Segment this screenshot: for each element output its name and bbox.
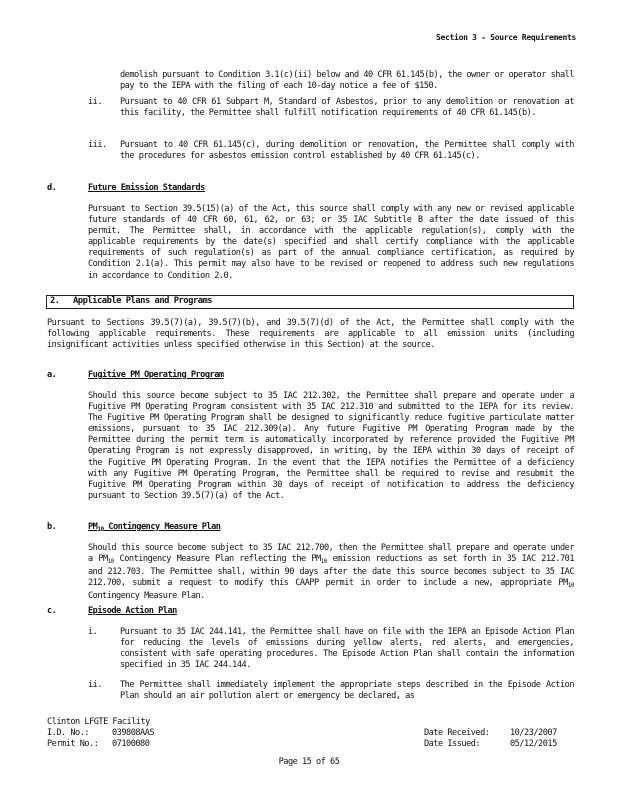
footer-facility: Clinton LFGTE Facility [47,717,150,727]
condition-c-ii-text: The Permittee shall immediately implement the appropriate steps described in the Episode Action Plan should an air pollution alert or emergency be declared, as [120,680,574,702]
asbestos-item-iii: Pursuant to 40 CFR 61.145(c), during demolition or renovation, the Permittee shall comply with the procedures for asbestos emission control established by 40 CFR 61.145(c). [120,140,574,162]
condition-a-label: a. [47,370,57,380]
condition-c-ii-label: ii. [88,680,103,690]
section-header: Section 3 - Source Requirements [435,33,576,42]
page-number: Page 15 of 65 [278,757,340,767]
footer-received-value: 10/23/2007 [510,728,557,738]
condition-c-i-text: Pursuant to 35 IAC 244.141, the Permittee shall have on file with the IEPA an Episode Action Plan for reducing the levels of emissions during yellow alerts, red alerts, and emergencies, consistent with safe operating procedures. The Episode Action Plan shall contain the information specified in 35 IAC 244.144. [120,627,574,671]
footer-received-label: Date Received: [424,728,490,738]
footer-permit-value: 07100080 [112,739,150,749]
condition-c-label: c. [47,606,57,616]
section-2-title: Applicable Plans and Programs [73,296,213,306]
condition-d-label: d. [47,183,57,193]
footer-issued-value: 05/12/2015 [510,739,557,749]
footer-id-label: I.D. No.: [47,728,90,738]
condition-d-title: Future Emission Standards [88,183,205,193]
condition-a-body: Should this source become subject to 35 IAC 212.302, the Permittee shall prepare and operate under a Fugitive PM Operating Program consistent with 35 IAC 212.310 and submitted to the IEPA for its review. The Fugitive PM Operating Program shall be designed to significantly reduce fugitive particulate matter emissions, pursuant to 35 IAC 212.309(a). Any future Fugitive PM Operating Program made by the Permittee during the permit term is automatically incorporated by reference provided the Fugitive PM Operating Program is not expressly disapproved, in writing, by the IEPA within 30 days of receipt of the Fugitive PM Operating Program. In the event that the IEPA notifies the Permittee of a deficiency with any Fugitive PM Operating Program, the Permittee shall be required to revise and resubmit the Fugitive PM Operating Program within 30 days of receipt of notification to address the deficiency pursuant to Section 39.5(7)(a) of the Act. [88,391,574,501]
section-2-intro: Pursuant to Sections 39.5(7)(a), 39.5(7)(b), and 39.5(7)(d) of the Act, the Permittee shall comply with the following applicable requirements. These requirements are applicable to all emission units (including insignificant activities unless specified otherwise in this Section) at the source. [47,318,574,351]
footer-id-value: 039808AAS [112,728,155,738]
condition-c-title: Episode Action Plan [88,606,177,616]
asbestos-paragraph-tail: demolish pursuant to Condition 3.1(c)(ii) below and 40 CFR 61.145(b), the owner or operator shall pay to the IEPA with the filing of each 10-day notice a fee of $150. [120,70,574,92]
condition-d-body: Pursuant to Section 39.5(15)(a) of the Act, this source shall comply with any new or revised applicable future standards of 40 CFR 60, 61, 62, or 63; or 35 IAC Subtitle B after the date issued of this permit. The Permittee shall, in accordance with the applicable regulation(s), comply with the applicable requirements by the date(s) specified and shall certify compliance with the applicable requirements of such regulation(s) as part of the annual compliance certification, as required by Condition 2.1(a). This permit may also have to be revised or reopened to address such new regulations in accordance to Condition 2.0. [88,204,574,281]
condition-a-title: Fugitive PM Operating Program [88,370,224,380]
item-ii-label: ii. [88,97,103,107]
footer-issued-label: Date Issued: [424,739,481,749]
condition-c-i-label: i. [88,627,98,637]
footer-permit-label: Permit No.: [47,739,99,749]
condition-b-body: Should this source become subject to 35 IAC 212.700, then the Permittee shall prepare and operate under a $PM_{10}$ Contingency Measure Plan reflecting the $PM_{10}$ emission reductions as set forth in 35 IAC 212.701 and 212.703. The Permittee shall, within 90 days after the date this source becomes subject to 35 IAC 212.700, submit a request to modify this CAAPP permit in order to include a new, appropriate $PM_{10}$ Contingency Measure Plan. [88,543,574,602]
section-2-number: 2. [50,296,60,306]
condition-b-label: b. [47,522,57,532]
asbestos-item-ii: Pursuant to 40 CFR 61 Subpart M, Standard of Asbestos, prior to any demolition or renovation at this facility, the Permittee shall fulfill notification requirements of 40 CFR 61.145(b). [120,97,574,119]
section-2-banner [46,295,574,309]
item-iii-label: iii. [88,140,107,150]
condition-b-title: $PM_{10}$ Contingency Measure Plan [88,522,221,533]
